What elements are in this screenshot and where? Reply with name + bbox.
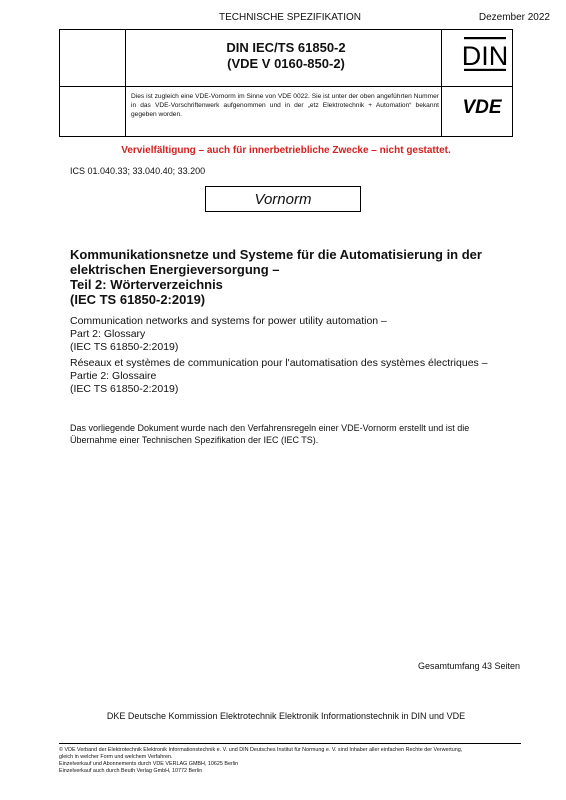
publication-date: Dezember 2022: [478, 12, 550, 23]
committee-name: DKE Deutsche Kommission Elektrotechnik Elektronik Informationstechnik in DIN und VDE: [106, 711, 466, 721]
footer-line: gleich in welcher Form und welchem Verfahren.: [59, 754, 173, 760]
ics-codes: ICS 01.040.33; 33.040.40; 33.200: [70, 166, 206, 176]
footer-line: © VDE Verband der Elektrotechnik Elektronik Informationstechnik e. V. und DIN Deutsches Institut für Normung e. V. sind Inhaber aller einfachen Rechte der Verwertung,: [59, 747, 463, 753]
title-german-line: Teil 2: Wörterverzeichnis: [70, 277, 223, 292]
vde-logo-text: VDE: [462, 97, 502, 115]
vde-logo: [452, 97, 512, 115]
title-english-line: Part 2: Glossary: [70, 328, 146, 340]
vornorm-badge: Vornorm: [205, 186, 361, 212]
vde-standard-note: Dies ist zugleich eine VDE-Vornorm im Sinne von VDE 0022. Sie ist unter der oben angeführten Nummer in das VDE-Vorschriftenwerk aufgenommen und in der „etz Elektrotechnik + Automation“ bekannt gegeben worden.: [131, 93, 439, 118]
din-logo: [462, 36, 508, 72]
title-german: [70, 247, 510, 307]
footer-line: Einzelverkauf und Abonnements durch VDE VERLAG GMBH, 10625 Berlin: [59, 761, 239, 767]
title-german-line: (IEC TS 61850-2:2019): [70, 292, 206, 307]
title-english-line: Communication networks and systems for power utility automation –: [70, 315, 387, 327]
title-english-line: (IEC TS 61850-2:2019): [70, 341, 179, 353]
document-type-label: TECHNISCHE SPEZIFIKATION: [218, 12, 362, 23]
vde-logo-icon: [452, 97, 512, 115]
title-german-line: elektrischen Energieversorgung –: [70, 262, 280, 277]
reproduction-notice: Vervielfältigung – auch für innerbetriebliche Zwecke – nicht gestattet.: [121, 145, 451, 156]
din-logo-text: DIN: [462, 41, 508, 71]
din-logo-icon: [462, 36, 508, 72]
title-german-line: Kommunikationsnetze und Systeme für die Automatisierung in der: [70, 247, 482, 262]
title-english: [70, 315, 510, 354]
copyright-footer: [59, 747, 529, 775]
footer-line: Einzelverkauf auch durch Beuth Verlag GmbH, 10772 Berlin: [59, 768, 203, 774]
total-pages: Gesamtumfang 43 Seiten: [417, 661, 520, 671]
title-french-line: Réseaux et systèmes de communication pour l'automatisation des systèmes électriques –: [70, 357, 488, 369]
standard-number: [126, 40, 446, 72]
title-french-line: Partie 2: Glossaire: [70, 370, 157, 382]
standard-number-line2: (VDE V 0160-850-2): [227, 56, 345, 71]
title-french-line: (IEC TS 61850-2:2019): [70, 383, 179, 395]
footer-divider: [59, 743, 521, 744]
box-divider-horizontal: [60, 86, 512, 87]
procedure-note: Das vorliegende Dokument wurde nach den Verfahrensregeln einer VDE-Vornorm erstellt und ist die Übernahme einer Technischen Spezifikation der IEC (IEC TS).: [70, 423, 470, 445]
title-french: [70, 357, 520, 396]
standard-number-line1: DIN IEC/TS 61850-2: [226, 40, 346, 55]
